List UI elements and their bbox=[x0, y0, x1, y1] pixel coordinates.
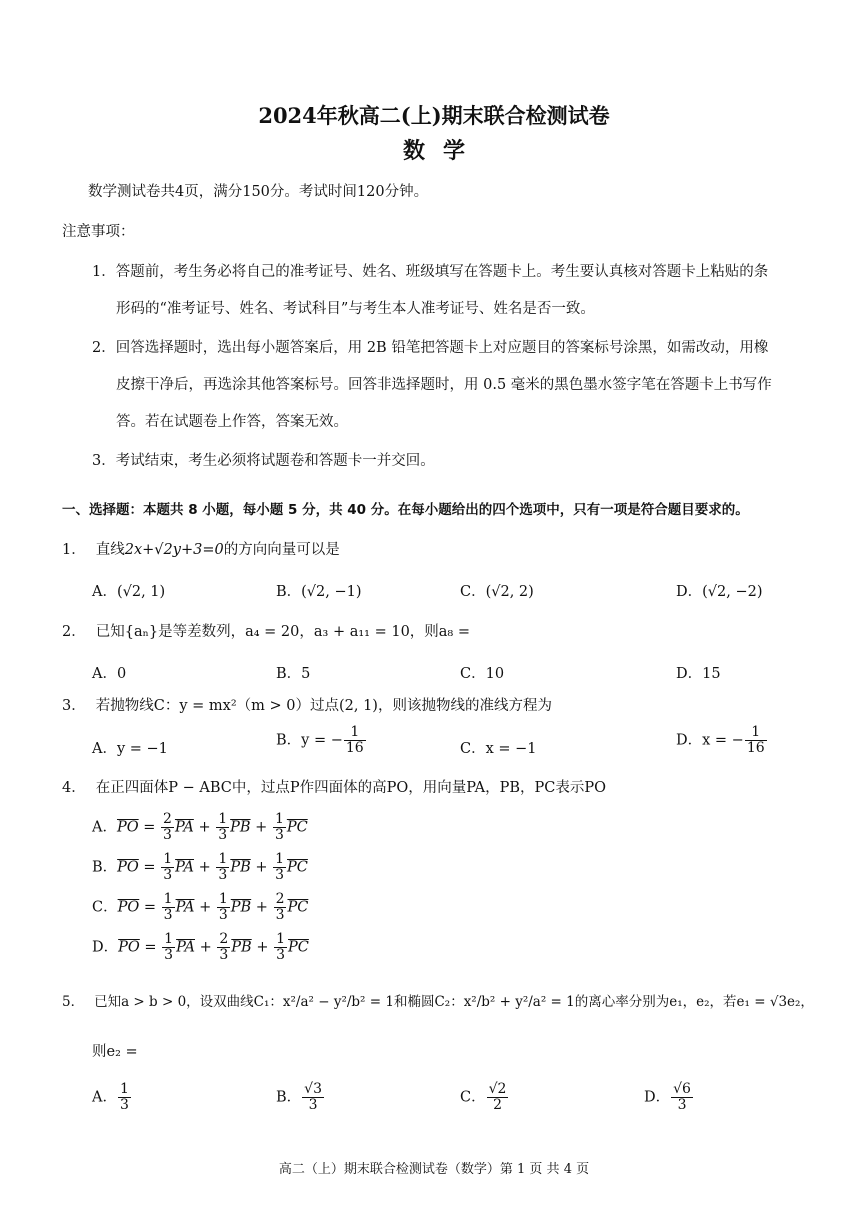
notice-item-2-line-3: 答。若在试题卷上作答，答案无效。 bbox=[116, 414, 348, 430]
q1-option-b: B．(√2, −1) bbox=[276, 584, 362, 600]
denominator: 3 bbox=[308, 1097, 318, 1113]
q3-option-b bbox=[276, 725, 367, 756]
denominator: 3 bbox=[119, 1097, 129, 1113]
question-5-line-2: 则e₂ = bbox=[92, 1044, 138, 1060]
fraction bbox=[216, 812, 229, 843]
fraction bbox=[162, 892, 175, 923]
q1-option-a: A．(√2, 1) bbox=[92, 584, 166, 600]
numerator: 1 bbox=[119, 1081, 129, 1097]
option-label: D． bbox=[92, 939, 119, 956]
exam-title: 2024年秋高二(上)期末联合检测试卷 bbox=[258, 103, 610, 128]
q4-option-b: B．$\overline{PO}$ = $\frac{1}{3}$ $\overline{PA}$ + $\frac{1}{3}$ $\overline{PB}$ + $\frac{1}{3}$ $\overline{PC}$ bbox=[92, 851, 308, 883]
question-1-pre: 直线 bbox=[95, 542, 125, 558]
numerator: √3 bbox=[304, 1081, 322, 1097]
vector-po: $\overline{PO}$ bbox=[117, 899, 140, 916]
q5-option-b bbox=[276, 1082, 325, 1113]
q5-option-a bbox=[92, 1082, 132, 1113]
vector-pb: $\overline{PB}$ bbox=[230, 899, 252, 916]
q3-option-c: C．x = −1 bbox=[460, 741, 537, 757]
question-4 bbox=[62, 778, 606, 798]
option-label: D． bbox=[644, 1089, 671, 1106]
fraction bbox=[302, 1082, 324, 1113]
q3-option-b-prefix: B．y = − bbox=[276, 732, 343, 749]
denominator: 3 bbox=[276, 947, 286, 963]
notice-item-3: 3．考试结束，考生必须将试题卷和答题卡一并交回。 bbox=[92, 453, 435, 469]
option-label: B． bbox=[276, 1089, 302, 1106]
vector-pb: $\overline{PB}$ bbox=[230, 859, 251, 876]
question-5 bbox=[62, 992, 814, 1012]
q3-option-d-prefix: D．x = − bbox=[676, 732, 744, 749]
notice-item-1-line-2: 形码的“准考证号、姓名、考试科目”与考生本人准考证号、姓名是否一致。 bbox=[116, 301, 595, 317]
question-number: 3． bbox=[62, 698, 86, 714]
question-number: 4． bbox=[62, 780, 86, 796]
fraction bbox=[217, 892, 230, 923]
vector-pc: $\overline{PC}$ bbox=[287, 899, 309, 916]
numerator: 2 bbox=[275, 891, 285, 907]
question-1 bbox=[62, 540, 340, 560]
q2-option-d: D．15 bbox=[676, 666, 721, 682]
option-label: B． bbox=[92, 859, 118, 876]
denominator: 3 bbox=[275, 867, 285, 883]
option-label: A． bbox=[92, 1089, 117, 1106]
q3-option-d bbox=[676, 725, 768, 756]
fraction bbox=[273, 812, 286, 843]
q2-option-c: C．10 bbox=[460, 666, 505, 682]
fraction bbox=[118, 1082, 131, 1113]
fraction bbox=[217, 932, 230, 963]
question-4-text: 在正四面体P − ABC中，过点P作四面体的高PO，用向量PA，PB，PC表示PO bbox=[95, 780, 607, 796]
denominator: 3 bbox=[163, 907, 173, 923]
vector-pb: $\overline{PB}$ bbox=[231, 939, 252, 956]
notice-item-1-line-1: 1．答题前，考生务必将自己的准考证号、姓名、班级填写在答题卡上。考生要认真核对答题卡上粘贴的条 bbox=[92, 264, 769, 280]
vector-pc: $\overline{PC}$ bbox=[288, 939, 309, 956]
numerator: 1 bbox=[218, 851, 228, 867]
page-footer: 高二（上）期末联合检测试卷（数学）第 1 页 共 4 页 bbox=[278, 1162, 590, 1177]
numerator: 1 bbox=[276, 931, 286, 947]
question-2 bbox=[62, 622, 470, 642]
numerator: 1 bbox=[745, 725, 767, 741]
vector-po: $\overline{PO}$ bbox=[116, 819, 139, 836]
q4-option-c: C．$\overline{PO}$ = $\frac{1}{3}$ $\overline{PA}$ + $\frac{1}{3}$ $\overline{PB}$ + $\frac{2}{3}$ $\overline{PC}$ bbox=[92, 891, 309, 923]
vector-pa: $\overline{PA}$ bbox=[176, 939, 195, 956]
denominator: 3 bbox=[274, 827, 284, 843]
numerator: 1 bbox=[275, 851, 285, 867]
question-2-text: 已知{aₙ}是等差数列，a₄ = 20，a₃ + a₁₁ = 10，则a₈ = bbox=[95, 624, 471, 640]
denominator: 3 bbox=[164, 947, 174, 963]
vector-po: $\overline{PO}$ bbox=[118, 939, 140, 956]
notice-item-2-line-1: 2．回答选择题时，选出每小题答案后，用 2B 铅笔把答题卡上对应题目的答案标号涂黑，如需改动，用橡 bbox=[92, 340, 769, 356]
fraction bbox=[273, 852, 286, 883]
question-number: 5． bbox=[62, 994, 85, 1010]
vector-pa: $\overline{PA}$ bbox=[174, 819, 194, 836]
fraction bbox=[745, 725, 767, 756]
fraction bbox=[161, 852, 174, 883]
vector-pb: $\overline{PB}$ bbox=[230, 819, 251, 836]
vector-po: $\overline{PO}$ bbox=[117, 859, 139, 876]
fraction bbox=[274, 892, 287, 923]
notice-item-2-line-2: 皮擦干净后，再选涂其他答案标号。回答非选择题时，用 0.5 毫米的黑色墨水签字笔在答题卡上书写作 bbox=[116, 377, 772, 393]
numerator: 1 bbox=[218, 811, 228, 827]
fraction bbox=[487, 1082, 509, 1113]
q2-option-b: B．5 bbox=[276, 666, 311, 682]
numerator: √2 bbox=[488, 1081, 507, 1097]
numerator: 1 bbox=[163, 851, 173, 867]
denominator: 16 bbox=[345, 740, 364, 756]
numerator: 1 bbox=[164, 931, 174, 947]
denominator: 3 bbox=[677, 1097, 687, 1113]
vector-pc: $\overline{PC}$ bbox=[287, 859, 308, 876]
q2-option-a: A．0 bbox=[92, 666, 127, 682]
option-label: C． bbox=[92, 899, 118, 916]
denominator: 16 bbox=[746, 740, 765, 756]
q3-option-a: A．y = −1 bbox=[92, 741, 168, 757]
fraction bbox=[274, 932, 287, 963]
fraction bbox=[162, 932, 175, 963]
question-number: 2． bbox=[62, 624, 86, 640]
denominator: 3 bbox=[218, 907, 228, 923]
vector-pa: $\overline{PA}$ bbox=[175, 859, 195, 876]
denominator: 3 bbox=[218, 867, 228, 883]
q4-option-a: A．$\overline{PO}$ = $\frac{2}{3}$ $\overline{PA}$ + $\frac{1}{3}$ $\overline{PB}$ + $\frac{1}{3}$ $\overline{PC}$ bbox=[92, 811, 308, 843]
denominator: 3 bbox=[219, 947, 229, 963]
denominator: 3 bbox=[275, 907, 285, 923]
fraction bbox=[216, 852, 229, 883]
numerator: 1 bbox=[344, 725, 366, 741]
question-1-equation: 2x+√2y+3=0 bbox=[124, 542, 224, 558]
fraction bbox=[344, 725, 366, 756]
fraction bbox=[161, 812, 174, 843]
question-3 bbox=[62, 696, 552, 716]
denominator: 3 bbox=[163, 867, 173, 883]
section-1-heading: 一、选择题：本题共 8 小题，每小题 5 分，共 40 分。在每小题给出的四个选项中，只有一项是符合题目要求的。 bbox=[62, 502, 749, 518]
numerator: 2 bbox=[163, 811, 172, 827]
q5-option-c bbox=[460, 1082, 509, 1113]
question-3-text: 若抛物线C：y = mx²（m > 0）过点(2, 1)，则该抛物线的准线方程为 bbox=[95, 698, 552, 714]
numerator: √6 bbox=[673, 1081, 691, 1097]
vector-pa: $\overline{PA}$ bbox=[175, 899, 195, 916]
q1-option-c: C．(√2, 2) bbox=[460, 584, 534, 600]
numerator: 1 bbox=[218, 891, 228, 907]
vector-pc: $\overline{PC}$ bbox=[286, 819, 308, 836]
question-1-post: 的方向向量可以是 bbox=[223, 542, 340, 558]
notice-heading: 注意事项： bbox=[62, 224, 135, 240]
numerator: 1 bbox=[274, 811, 284, 827]
option-label: A． bbox=[92, 819, 117, 836]
denominator: 3 bbox=[163, 827, 172, 843]
fraction bbox=[671, 1082, 693, 1113]
denominator: 3 bbox=[218, 827, 228, 843]
q1-option-d: D．(√2, −2) bbox=[676, 584, 763, 600]
q4-option-d: D．$\overline{PO}$ = $\frac{1}{3}$ $\overline{PA}$ + $\frac{2}{3}$ $\overline{PB}$ + $\frac{1}{3}$ $\overline{PC}$ bbox=[92, 931, 309, 963]
denominator: 2 bbox=[493, 1097, 502, 1113]
intro-text: 数学测试卷共4页，满分150分。考试时间120分钟。 bbox=[88, 184, 429, 200]
exam-subject: 数学 bbox=[402, 138, 483, 164]
question-5-text: 已知a > b > 0，设双曲线C₁：x²/a² − y²/b² = 1和椭圆C₂：x²/b² + y²/a² = 1的离心率分别为e₁，e₂，若e₁ = √3e₂， bbox=[94, 994, 814, 1010]
q5-option-d bbox=[644, 1082, 694, 1113]
numerator: 2 bbox=[219, 931, 229, 947]
question-number: 1． bbox=[62, 542, 86, 558]
numerator: 1 bbox=[163, 891, 173, 907]
option-label: C． bbox=[460, 1089, 486, 1106]
